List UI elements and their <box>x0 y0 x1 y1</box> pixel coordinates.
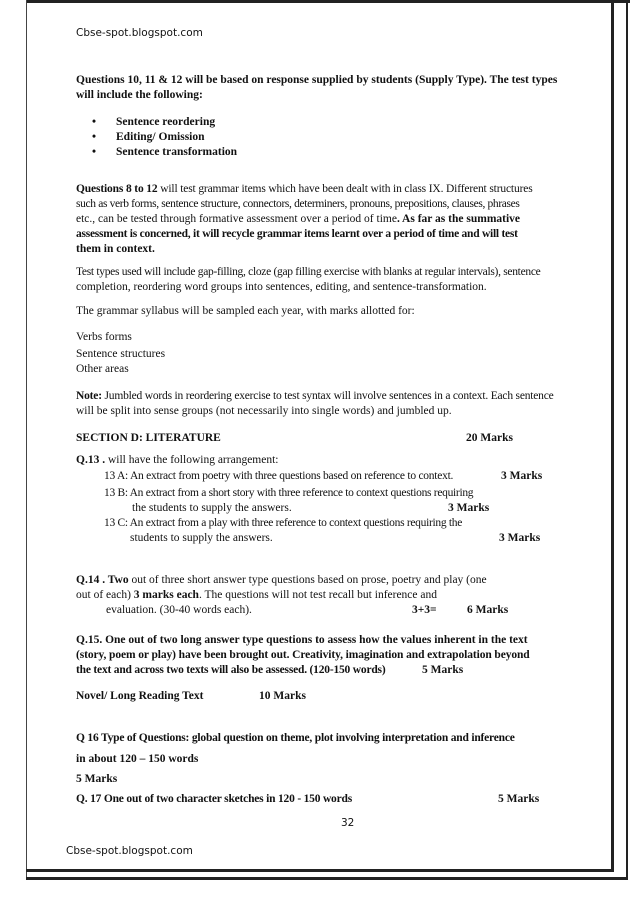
page-border-top <box>26 0 630 3</box>
syllabus-item: Verbs forms <box>76 331 132 343</box>
note-line-1: Note: Jumbled words in reordering exercise to test syntax will involve sentences in a context. Each sentence <box>76 390 554 402</box>
page-border-left <box>26 0 27 880</box>
syllabus-item: Other areas <box>76 363 129 375</box>
intro-line-1: Questions 10, 11 & 12 will be based on response supplied by students (Supply Type). The test types <box>76 74 558 86</box>
novel-label: Novel/ Long Reading Text <box>76 690 204 702</box>
note-line-2: will be split into sense groups (not necessarily into single words) and jumbled up. <box>76 405 452 417</box>
q14-line-3: evaluation. (30-40 words each). <box>106 604 252 616</box>
q17-marks: 5 Marks <box>498 793 540 805</box>
novel-marks: 10 Marks <box>259 690 306 702</box>
page-number: 32 <box>341 817 355 829</box>
q15-marks: 5 Marks <box>422 664 464 676</box>
q14-line-1: Q.14 . Two out of three short answer type questions based on prose, poetry and play (one <box>76 574 487 586</box>
q13-b-marks: 3 Marks <box>448 502 490 514</box>
page-border-right-outer <box>626 0 628 880</box>
page-border-bottom-outer <box>26 877 628 880</box>
q15-line-3: the text and across two texts will also be assessed. (120-150 words) <box>76 664 386 676</box>
page-border-bottom <box>26 869 614 872</box>
q16-line-1: Q 16 Type of Questions: global question on theme, plot involving interpretation and inference <box>76 732 515 744</box>
q16-line-2: in about 120 – 150 words <box>76 753 199 765</box>
intro-line-2: will include the following: <box>76 89 203 101</box>
section-d-marks: 20 Marks <box>466 432 513 444</box>
test-type-list <box>92 115 237 160</box>
grammar-line-2: such as verb forms, sentence structure, connectors, determiners, pronouns, prepositions, clauses, phrases <box>76 198 520 210</box>
section-d-title: SECTION D: LITERATURE <box>76 432 221 444</box>
q13-b-line-1: 13 B: An extract from a short story with three reference to context questions requiring <box>104 487 474 499</box>
q16-marks: 5 Marks <box>76 773 118 785</box>
grammar-line-5: them in context. <box>76 243 155 255</box>
grammar-line-3: etc., can be tested through formative assessment over a period of time. As far as the summative <box>76 213 521 225</box>
list-item: • Sentence transformation <box>92 146 238 158</box>
syllabus-item: Sentence structures <box>76 348 166 360</box>
list-item: • Sentence reordering <box>92 116 216 128</box>
q13-c-line-1: 13 C: An extract from a play with three reference to context questions requiring the <box>104 517 463 529</box>
q17-text: Q. 17 One out of two character sketches in 120 - 150 words <box>76 793 352 805</box>
test-types-line-1: Test types used will include gap-filling, cloze (gap filling exercise with blanks at regular intervals), sentence <box>76 266 541 278</box>
grammar-line-4: assessment is concerned, it will recycle grammar items learnt over a period of time and will test <box>76 228 518 240</box>
test-types-line-2: completion, reordering word groups into sentences, editing, and sentence-transformation. <box>76 281 487 293</box>
q13-a-marks: 3 Marks <box>501 470 543 482</box>
q14-calc: 3+3= <box>412 604 437 616</box>
footer-site: Cbse-spot.blogspot.com <box>66 845 193 857</box>
list-item: • Editing/ Omission <box>92 131 205 143</box>
q13-a-text: 13 A: An extract from poetry with three questions based on reference to context. <box>104 470 454 482</box>
header-site: Cbse-spot.blogspot.com <box>76 27 203 39</box>
q15-line-2: (story, poem or play) have been brought out. Creativity, imagination and extrapolation beyond <box>76 649 530 661</box>
q13-b-line-2: the students to supply the answers. <box>132 502 292 514</box>
q13-c-line-2: students to supply the answers. <box>130 532 273 544</box>
q13-intro: Q.13 . will have the following arrangement: <box>76 454 279 466</box>
sampling-text: The grammar syllabus will be sampled each year, with marks allotted for: <box>76 305 415 317</box>
page-border-right <box>611 0 614 872</box>
q13-c-marks: 3 Marks <box>499 532 541 544</box>
q14-marks: 6 Marks <box>467 604 509 616</box>
q14-line-2: out of each) 3 marks each. The questions will not test recall but inference and <box>76 589 437 601</box>
grammar-line-1: Questions 8 to 12 will test grammar items which have been dealt with in class IX. Different structures <box>76 183 533 195</box>
q15-line-1: Q.15. One out of two long answer type questions to assess how the values inherent in the text <box>76 634 528 646</box>
